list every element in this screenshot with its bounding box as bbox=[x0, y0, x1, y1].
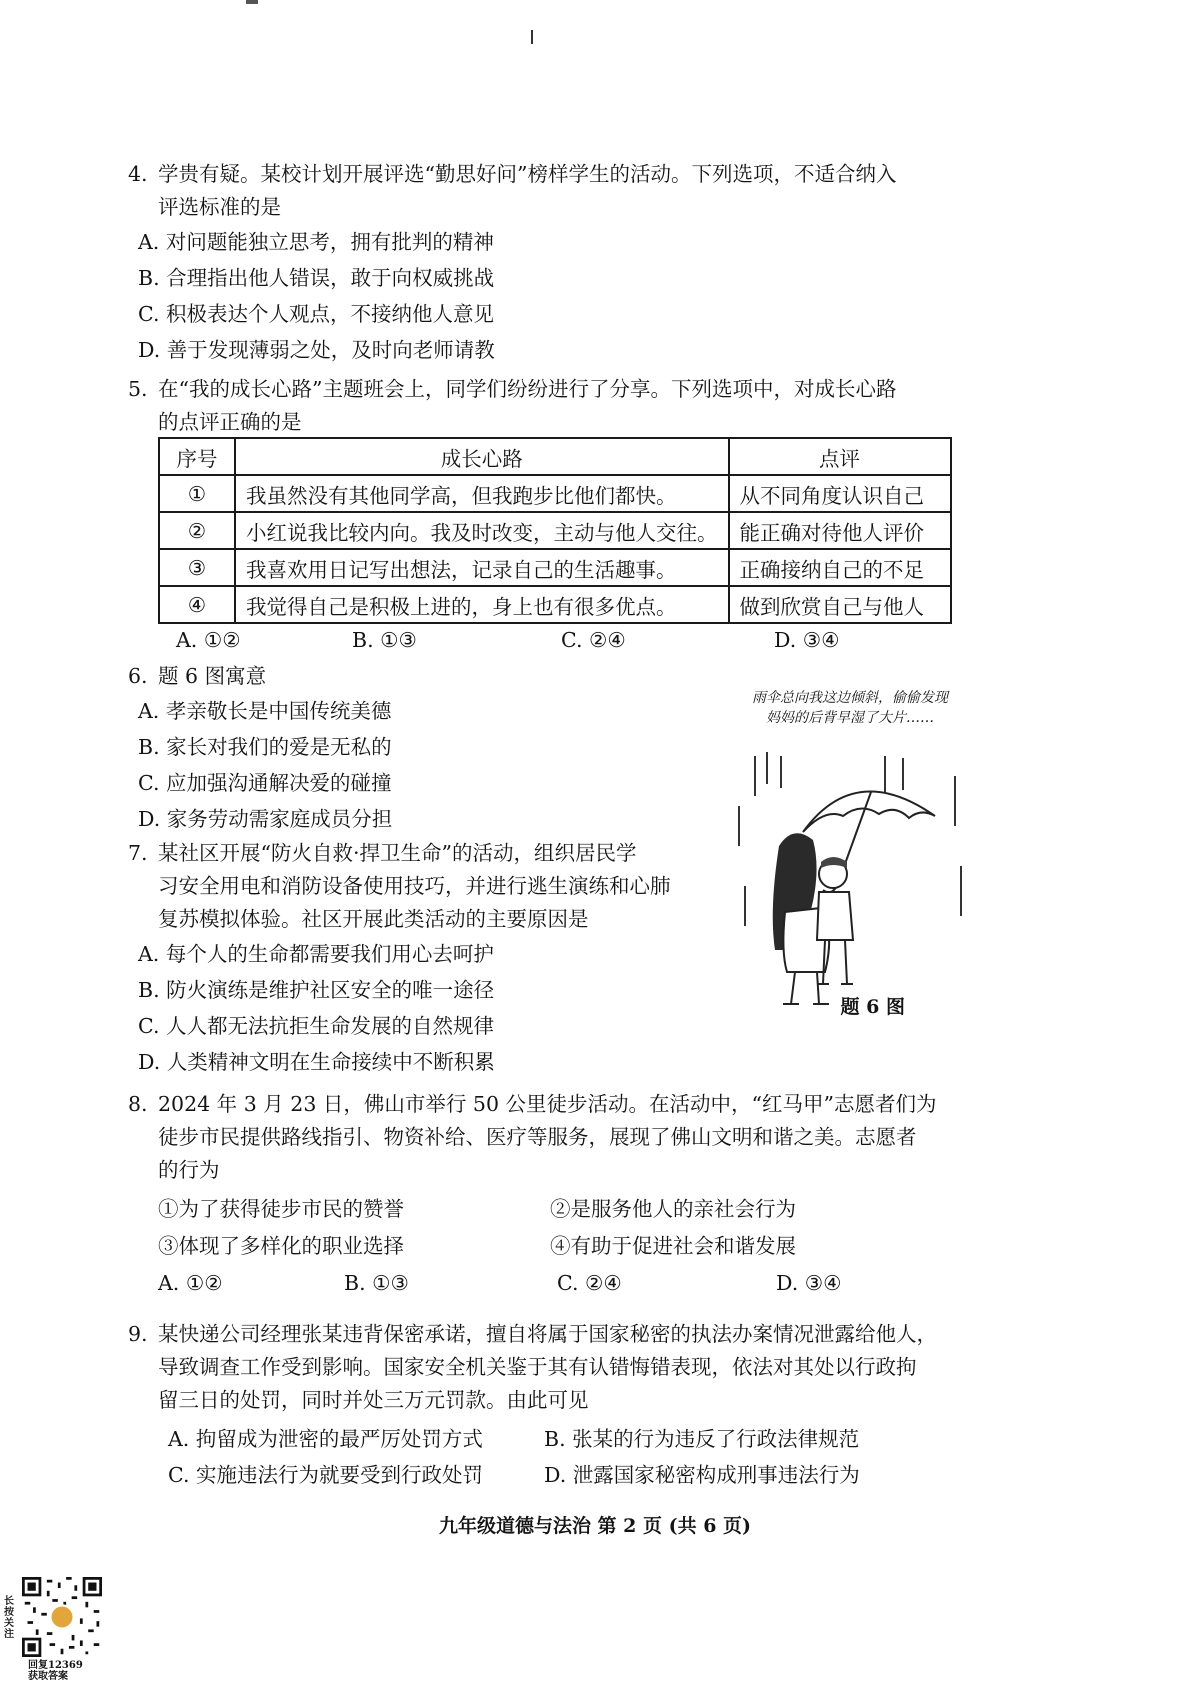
option-d[interactable]: D. 泄露国家秘密构成刑事违法行为 bbox=[544, 1463, 860, 1487]
table-cell: 能正确对待他人评价 bbox=[729, 512, 951, 549]
table-cell: ② bbox=[159, 512, 235, 549]
option-a[interactable]: A. 对问题能独立思考，拥有批判的精神 bbox=[138, 230, 494, 254]
scan-mark-top-center bbox=[531, 30, 533, 44]
question-5-choices bbox=[176, 624, 840, 657]
option-b[interactable]: B. 合理指出他人错误，敢于向权威挑战 bbox=[138, 266, 495, 290]
umbrella-comic-illustration bbox=[725, 736, 975, 1026]
option-d[interactable]: D. ③④ bbox=[774, 628, 840, 652]
option-d[interactable]: D. 人类精神文明在生命接续中不断积累 bbox=[138, 1050, 495, 1074]
question-7 bbox=[128, 837, 671, 1080]
option-c[interactable]: C. ②④ bbox=[557, 1271, 622, 1295]
question-stem-line: 复苏模拟体验。社区开展此类活动的主要原因是 bbox=[158, 907, 589, 931]
question-stem-line: 在“我的成长心路”主题班会上，同学们纷纷进行了分享。下列选项中，对成长心路 bbox=[158, 377, 897, 401]
qr-side-label: 长按关注 bbox=[4, 1596, 14, 1640]
question-stem-line: 的点评正确的是 bbox=[158, 410, 302, 434]
option-c[interactable]: C. 应加强沟通解决爱的碰撞 bbox=[138, 771, 392, 795]
question-9 bbox=[128, 1318, 937, 1493]
statement-1: ①为了获得徒步市民的赞誉 bbox=[158, 1197, 404, 1221]
option-a[interactable]: A. 孝亲敬长是中国传统美德 bbox=[138, 699, 392, 723]
option-b[interactable]: B. ①③ bbox=[344, 1271, 409, 1295]
option-b[interactable]: B. 张某的行为违反了行政法律规范 bbox=[544, 1427, 860, 1451]
qr-caption-line: 回复12369 bbox=[28, 1660, 83, 1671]
option-a[interactable]: A. ①② bbox=[176, 628, 241, 652]
question-stem-line: 学贵有疑。某校计划开展评选“勤思好问”榜样学生的活动。下列选项，不适合纳入 bbox=[158, 162, 897, 186]
option-d[interactable]: D. 家务劳动需家庭成员分担 bbox=[138, 807, 393, 831]
question-stem-line: 某快递公司经理张某违背保密承诺，擅自将属于国家秘密的执法办案情况泄露给他人， bbox=[158, 1322, 937, 1346]
question-stem-line: 题 6 图寓意 bbox=[158, 664, 267, 688]
table-cell: ① bbox=[159, 475, 235, 512]
growth-table bbox=[158, 437, 952, 624]
question-6-figure bbox=[725, 688, 975, 1028]
question-number: 6. bbox=[128, 664, 148, 688]
statement-2: ②是服务他人的亲社会行为 bbox=[550, 1197, 796, 1221]
table-cell: ④ bbox=[159, 586, 235, 623]
table-cell: 从不同角度认识自己 bbox=[729, 475, 951, 512]
question-stem-line: 评选标准的是 bbox=[158, 195, 281, 219]
statement-3: ③体现了多样化的职业选择 bbox=[158, 1234, 404, 1258]
question-stem-line: 某社区开展“防火自救·捍卫生命”的活动，组织居民学 bbox=[158, 841, 637, 865]
option-c[interactable]: C. 人人都无法抗拒生命发展的自然规律 bbox=[138, 1014, 494, 1038]
option-c[interactable]: C. 实施违法行为就要受到行政处罚 bbox=[168, 1463, 483, 1487]
table-row bbox=[159, 512, 951, 549]
option-a[interactable]: A. 每个人的生命都需要我们用心去呵护 bbox=[138, 942, 494, 966]
option-a[interactable]: A. 拘留成为泄密的最严厉处罚方式 bbox=[168, 1427, 483, 1451]
option-b[interactable]: B. ①③ bbox=[352, 628, 417, 652]
table-row bbox=[159, 586, 951, 623]
table-header-cell: 成长心路 bbox=[235, 438, 729, 475]
question-8 bbox=[128, 1088, 936, 1300]
question-stem-line: 徒步市民提供路线指引、物资补给、医疗等服务，展现了佛山文明和谐之美。志愿者 bbox=[158, 1125, 917, 1149]
page-footer: 九年级道德与法治 第 2 页 (共 6 页) bbox=[438, 1515, 752, 1537]
question-stem-line: 的行为 bbox=[158, 1158, 220, 1182]
qr-caption bbox=[28, 1660, 83, 1682]
question-number: 4. bbox=[128, 162, 148, 186]
table-cell: 正确接纳自己的不足 bbox=[729, 549, 951, 586]
table-cell: 我虽然没有其他同学高，但我跑步比他们都快。 bbox=[235, 475, 729, 512]
scan-mark-top-left bbox=[246, 0, 258, 4]
question-number: 9. bbox=[128, 1322, 148, 1346]
question-4 bbox=[128, 158, 896, 368]
comic-caption-line: 雨伞总向我这边倾斜，偷偷发现 bbox=[752, 690, 948, 706]
table-row bbox=[159, 475, 951, 512]
statement-4: ④有助于促进社会和谐发展 bbox=[550, 1234, 796, 1258]
table-cell: 我喜欢用日记写出想法，记录自己的生活趣事。 bbox=[235, 549, 729, 586]
comic-caption bbox=[725, 688, 975, 728]
qr-caption-line: 获取答案 bbox=[28, 1671, 68, 1682]
question-stem-line: 导致调查工作受到影响。国家安全机关鉴于其有认错悔错表现，依法对其处以行政拘 bbox=[158, 1355, 917, 1379]
table-cell: ③ bbox=[159, 549, 235, 586]
option-b[interactable]: B. 家长对我们的爱是无私的 bbox=[138, 735, 392, 759]
question-stem-line: 留三日的处罚，同时并处三万元罚款。由此可见 bbox=[158, 1388, 589, 1412]
comic-caption-line: 妈妈的后背早湿了大片…… bbox=[766, 710, 934, 726]
table-row bbox=[159, 549, 951, 586]
table-cell: 小红说我比较内向。我及时改变，主动与他人交往。 bbox=[235, 512, 729, 549]
option-c[interactable]: C. ②④ bbox=[561, 628, 626, 652]
option-a[interactable]: A. ①② bbox=[158, 1271, 223, 1295]
option-d[interactable]: D. ③④ bbox=[776, 1271, 842, 1295]
qr-code[interactable] bbox=[22, 1577, 102, 1657]
option-c[interactable]: C. 积极表达个人观点，不接纳他人意见 bbox=[138, 302, 494, 326]
option-b[interactable]: B. 防火演练是维护社区安全的唯一途径 bbox=[138, 978, 495, 1002]
figure-label: 题 6 图 bbox=[840, 996, 905, 1018]
question-6 bbox=[128, 660, 392, 837]
question-number: 7. bbox=[128, 841, 148, 865]
question-number: 5. bbox=[128, 377, 148, 401]
table-cell: 做到欣赏自己与他人 bbox=[729, 586, 951, 623]
question-5 bbox=[128, 373, 896, 439]
table-header-row bbox=[159, 438, 951, 475]
question-stem-line: 2024 年 3 月 23 日，佛山市举行 50 公里徒步活动。在活动中，“红马甲”志愿者们为 bbox=[158, 1092, 937, 1116]
option-d[interactable]: D. 善于发现薄弱之处，及时向老师请教 bbox=[138, 338, 495, 362]
question-stem-line: 习安全用电和消防设备使用技巧，并进行逃生演练和心肺 bbox=[158, 874, 671, 898]
table-header-cell: 点评 bbox=[729, 438, 951, 475]
table-cell: 我觉得自己是积极上进的，身上也有很多优点。 bbox=[235, 586, 729, 623]
question-number: 8. bbox=[128, 1092, 148, 1116]
table-header-cell: 序号 bbox=[159, 438, 235, 475]
